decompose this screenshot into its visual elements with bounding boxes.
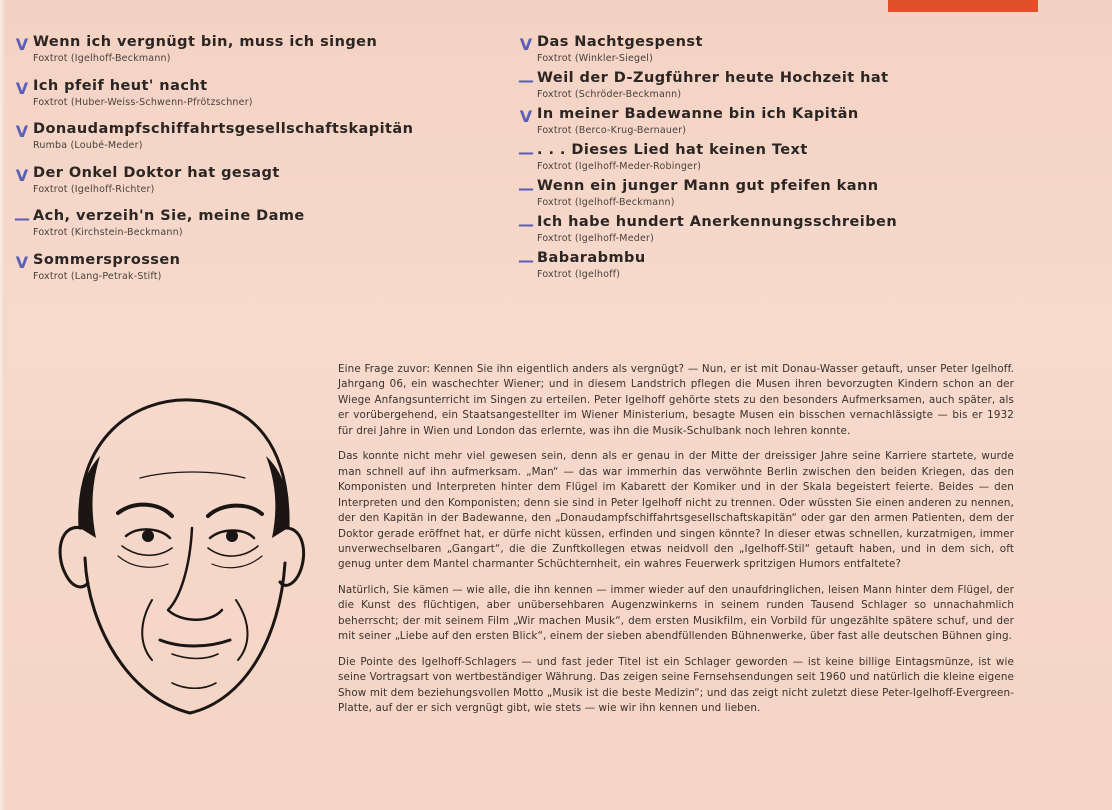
track-item (12, 208, 482, 252)
check-mark-icon: V (15, 122, 29, 141)
paragraph: Natürlich, Sie kämen — wie alle, die ihn kennen — immer wieder auf den unaufdringlichen, leisen Mann hinter dem Flügel, der die Kunst des flüchtigen, aber unübersehbaren Augenzwinkerns in seinem runden Tausend Schlager so unnachahmlich beherrscht; der mit seinem Film „Wir machen Musik“, dem ersten Musikfilm, ein Vorbild für ungezählte spätere schuf, und der mit seiner „Liebe auf den ersten Blick“, einem der sieben abendfüllenden Bühnenwerke, über fast alle deutschen Bühnen ging. (338, 583, 1014, 643)
track-credits: Foxtrot (Igelhoff) (537, 269, 621, 280)
track-credits: Foxtrot (Berco-Krug-Bernauer) (537, 125, 687, 136)
check-mark-icon: V (15, 252, 29, 272)
track-title: . . . Dieses Lied hat keinen Text (537, 142, 808, 158)
track-title: Der Onkel Doktor hat gesagt (33, 164, 280, 181)
check-mark-icon: V (519, 107, 533, 126)
track-item (516, 250, 936, 286)
accent-tab (888, 0, 1038, 12)
track-title: Ich pfeif heut' nacht (33, 77, 208, 94)
track-item (12, 34, 482, 78)
track-credits: Foxtrot (Huber-Weiss-Schwenn-Pfrötzschner) (33, 96, 253, 108)
track-item (12, 252, 482, 296)
track-credits: Foxtrot (Lang-Petrak-Stift) (33, 270, 162, 282)
liner-notes (338, 362, 1014, 727)
track-item (12, 165, 482, 209)
dash-mark-icon: — (518, 215, 534, 234)
track-title: Wenn ich vergnügt bin, muss ich singen (33, 34, 378, 50)
track-credits: Foxtrot (Kirchstein-Beckmann) (33, 227, 183, 238)
tracklist-left (12, 34, 482, 295)
dash-mark-icon: — (518, 143, 534, 162)
track-item (516, 106, 936, 142)
track-credits: Foxtrot (Winkler-Siegel) (537, 53, 654, 64)
track-item (12, 78, 482, 122)
track-item (12, 121, 482, 165)
track-credits: Foxtrot (Igelhoff-Meder) (537, 233, 655, 244)
track-item (516, 34, 936, 70)
track-title: Wenn ein junger Mann gut pfeifen kann (537, 178, 879, 194)
track-credits: Foxtrot (Schröder-Beckmann) (537, 89, 682, 100)
track-item (516, 70, 936, 106)
track-title: Das Nachtgespenst (537, 34, 703, 50)
check-mark-icon: V (15, 165, 29, 185)
track-credits: Rumba (Loubé-Meder) (33, 140, 143, 151)
track-title: Babarabmbu (537, 250, 646, 266)
portrait-caricature (40, 378, 320, 738)
track-credits: Foxtrot (Igelhoff-Richter) (33, 183, 155, 195)
track-title: In meiner Badewanne bin ich Kapitän (537, 106, 859, 122)
track-title: Sommersprossen (33, 251, 181, 268)
track-credits: Foxtrot (Igelhoff-Beckmann) (537, 197, 675, 208)
check-mark-icon: V (15, 78, 29, 98)
track-title: Donaudampfschiffahrtsgesellschaftskapitän (33, 121, 414, 137)
check-mark-icon: V (15, 35, 29, 54)
dash-mark-icon: — (518, 251, 534, 270)
track-credits: Foxtrot (Igelhoff-Beckmann) (33, 53, 171, 64)
tracklist-right (516, 34, 936, 286)
dash-mark-icon: — (518, 71, 534, 90)
track-title: Ich habe hundert Anerkennungsschreiben (537, 214, 898, 230)
track-item (516, 178, 936, 214)
track-title: Weil der D-Zugführer heute Hochzeit hat (537, 70, 889, 86)
dash-mark-icon: — (14, 209, 30, 228)
track-item (516, 214, 936, 250)
track-credits: Foxtrot (Igelhoff-Meder-Robinger) (537, 161, 702, 172)
track-title: Ach, verzeih'n Sie, meine Dame (33, 208, 305, 224)
paragraph: Eine Frage zuvor: Kennen Sie ihn eigentlich anders als vergnügt? — Nun, er ist mit Donau-Wasser getauft, unser Peter Igelhoff. Jahrgang 06, ein waschechter Wiener; und in diesem Landstrich pflegen die Musen ihren bevorzugten Kindern schon an der Wiege Anfangsunterricht im Singen zu erteilen. Peter Igelhoff gehörte stets zu den besonders Aufmerksamen, auch später, als er vorübergehend, ein Staatsangestellter im Wiener Ministerium, besagte Musen ein bisschen vernachlässigte — bis er 1932 für drei Jahre in Wien und London das erlernte, was ihn die Musik-Schulbank noch lehren konnte. (338, 363, 1014, 437)
track-item (516, 142, 936, 178)
paragraph: Die Pointe des Igelhoff-Schlagers — und fast jeder Titel ist ein Schlager geworden — ist keine billige Eintagsmünze, ist wie seine Vortragsart von wertbeständiger Währung. Das zeigen seine Fernsehsendungen seit 1960 und natürlich die kleine eigene Show mit dem beziehungsvollen Motto „Musik ist die beste Medizin“; und das zeigt nicht zuletzt diese Peter-Igelhoff-Evergreen-Platte, auf der er sich vergnügt gibt, wie stets — wie wir ihn kennen und lieben. (338, 655, 1014, 715)
paragraph: Das konnte nicht mehr viel gewesen sein, denn als er genau in der Mitte der dreissiger Jahre seine Karriere startete, wurde man schnell auf ihn aufmerksam. „Man“ — das war immerhin das verwöhnte Berlin zwischen den beiden Kriegen, das den Komponisten und Interpreten hinter dem Flügel im Kabarett der Komiker und in der Skala begeistert feierte. Beides — den Interpreten und den Komponisten; denn sie sind in Peter Igelhoff nicht zu trennen. Oder wüssten Sie einen anderen zu nennen, der den Kapitän in der Badewanne, den „Donaudampfschiffahrtsgesellschaftskapitän“ oder gar den armen Patienten, dem der Doktor gerade eröffnet hat, er dürfe nicht küssen, erfinden und singen könnte? In dieser etwas schnellen, kurzatmigen, immer unverwechselbaren „Gangart“, die die Zunftkollegen etwas neidvoll den „Igelhoff-Stil“ getauft haben, und in dem sich, oft genug unter dem Mantel charmanter Schüchternheit, ein wahres Feuerwerk spritzigen Humors entfaltete? (338, 450, 1014, 571)
page-edge (0, 0, 6, 810)
dash-mark-icon: — (518, 179, 534, 198)
check-mark-icon: V (519, 35, 533, 54)
